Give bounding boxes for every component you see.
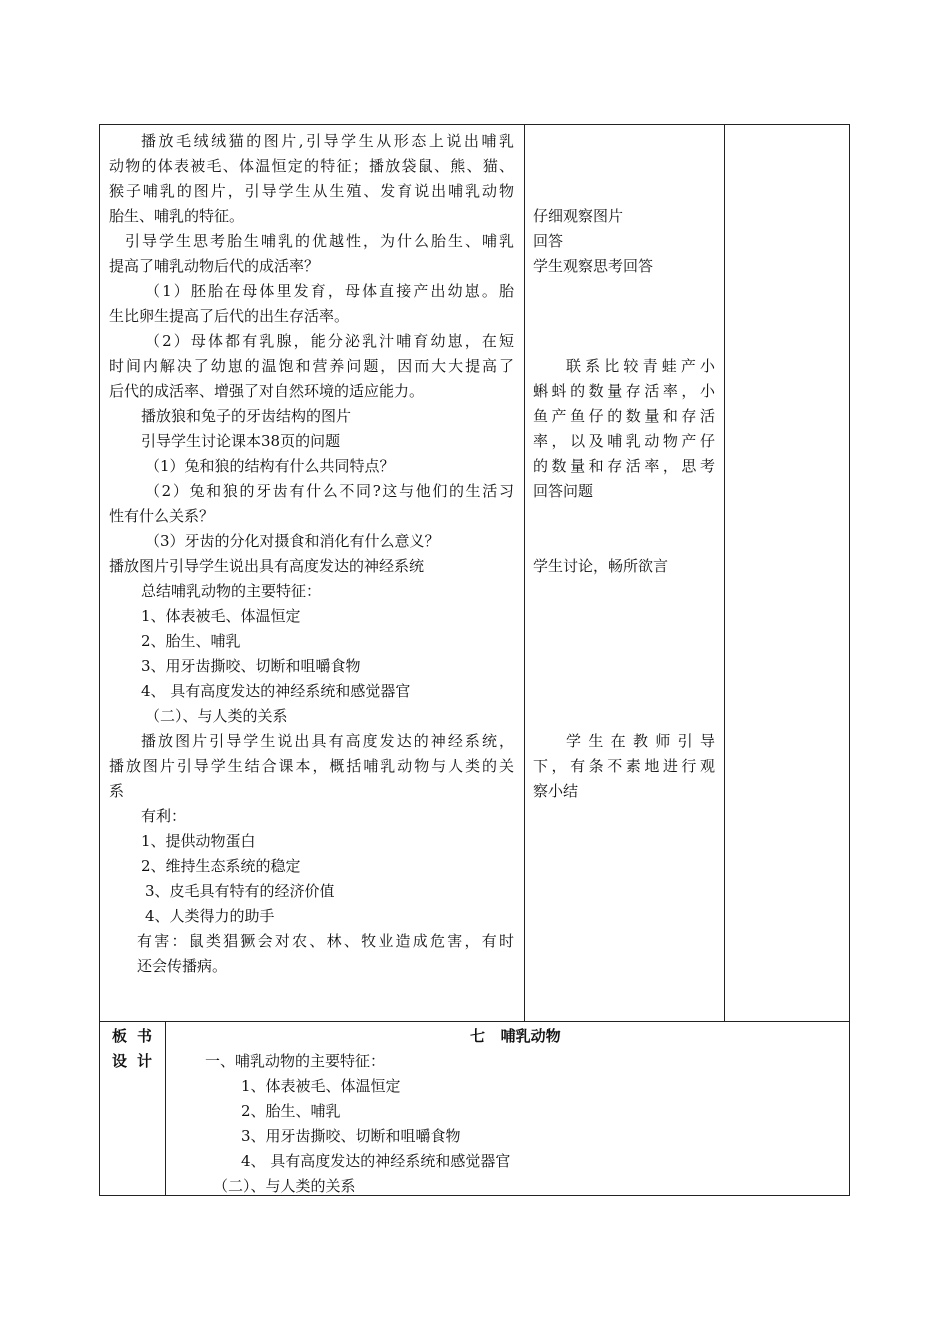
teacher-line: （1）胚胎在母体里发育，母体直接产出幼崽。胎 bbox=[145, 282, 514, 300]
teacher-line: 引导学生思考胎生哺乳的优越性，为什么胎生、哺乳 bbox=[125, 232, 514, 250]
blackboard-line: 3、用牙齿撕咬、切断和咀嚼食物 bbox=[241, 1127, 461, 1145]
student-line: 仔细观察图片 bbox=[533, 207, 624, 225]
teacher-line: 还会传播病。 bbox=[137, 957, 228, 975]
teacher-line: 时间内解决了幼崽的温饱和营养问题，因而大大提高了 bbox=[109, 357, 514, 375]
teacher-line: 胎生、哺乳的特征。 bbox=[109, 207, 245, 225]
row-divider-blackboard bbox=[99, 1021, 850, 1022]
student-line: 联系比较青蛙产小 bbox=[566, 357, 715, 375]
teacher-line: 后代的成活率、增强了对自然环境的适应能力。 bbox=[109, 382, 425, 400]
blackboard-line: （二）、与人类的关系 bbox=[213, 1177, 356, 1195]
student-line: 察小结 bbox=[533, 782, 579, 800]
teacher-line: 播放狼和兔子的牙齿结构的图片 bbox=[141, 407, 352, 425]
student-line: 学生观察思考回答 bbox=[533, 257, 654, 275]
student-line: 学生讨论，畅所欲言 bbox=[533, 557, 669, 575]
teacher-line: 播放毛绒绒猫的图片,引导学生从形态上说出哺乳 bbox=[141, 132, 514, 150]
teacher-line: 3、用牙齿撕咬、切断和咀嚼食物 bbox=[141, 657, 361, 675]
blackboard-line: 1、体表被毛、体温恒定 bbox=[241, 1077, 401, 1095]
student-line: 回答 bbox=[533, 232, 564, 250]
student-line: 回答问题 bbox=[533, 482, 594, 500]
teacher-line: 2、胎生、哺乳 bbox=[141, 632, 241, 650]
teacher-line: （1）兔和狼的结构有什么共同特点？ bbox=[145, 457, 395, 475]
student-line: 的数量和存活率，思考 bbox=[533, 457, 715, 475]
teacher-line: （2）兔和狼的牙齿有什么不同?这与他们的生活习 bbox=[145, 482, 514, 500]
teacher-line: 系 bbox=[109, 782, 125, 800]
student-line: 鱼产鱼仔的数量和存活 bbox=[533, 407, 715, 425]
teacher-line: 1、提供动物蛋白 bbox=[141, 832, 256, 850]
blackboard-label-line2: 设计 bbox=[112, 1052, 152, 1070]
teacher-line: 播放图片引导学生说出具有高度发达的神经系统 bbox=[109, 557, 425, 575]
teacher-line: 提高了哺乳动物后代的成活率？ bbox=[109, 257, 320, 275]
teacher-line: 播放图片引导学生说出具有高度发达的神经系统， bbox=[141, 732, 514, 750]
teacher-line: 有害：鼠类猖獗会对农、林、牧业造成危害，有时 bbox=[137, 932, 514, 950]
teacher-line: （2）母体都有乳腺，能分泌乳汁哺育幼崽，在短 bbox=[145, 332, 514, 350]
column-divider-student bbox=[724, 124, 725, 1022]
teacher-line: 3、皮毛具有特有的经济价值 bbox=[145, 882, 335, 900]
teacher-line: 引导学生讨论课本38页的问题 bbox=[141, 432, 341, 450]
student-line: 学生在教师引导 bbox=[566, 732, 715, 750]
blackboard-line: 4、 具有高度发达的神经系统和感觉器官 bbox=[241, 1152, 511, 1170]
blackboard-title: 七 哺乳动物 bbox=[470, 1027, 561, 1045]
blackboard-line: 2、胎生、哺乳 bbox=[241, 1102, 341, 1120]
teacher-line: 生比卵生提高了后代的出生存活率。 bbox=[109, 307, 350, 325]
teacher-line: 总结哺乳动物的主要特征： bbox=[141, 582, 322, 600]
blackboard-label-line1: 板书 bbox=[112, 1027, 152, 1045]
teacher-line: 有利： bbox=[141, 807, 187, 825]
student-line: 蝌蚪的数量存活率，小 bbox=[533, 382, 715, 400]
student-line: 下，有条不素地进行观 bbox=[533, 757, 715, 775]
blackboard-line: 一、哺乳动物的主要特征： bbox=[205, 1052, 386, 1070]
teacher-line: （3）牙齿的分化对摄食和消化有什么意义？ bbox=[145, 532, 440, 550]
column-divider-blackboard-label bbox=[165, 1021, 166, 1196]
teacher-line: 4、人类得力的助手 bbox=[145, 907, 275, 925]
teacher-line: 猴子哺乳的图片，引导学生从生殖、发育说出哺乳动物 bbox=[109, 182, 514, 200]
teacher-line: 播放图片引导学生结合课本，概括哺乳动物与人类的关 bbox=[109, 757, 514, 775]
teacher-line: 性有什么关系？ bbox=[109, 507, 215, 525]
student-line: 率，以及哺乳动物产仔 bbox=[533, 432, 715, 450]
teacher-line: 动物的体表被毛、体温恒定的特征；播放袋鼠、熊、猫、 bbox=[109, 157, 514, 175]
teacher-line: （二）、与人类的关系 bbox=[145, 707, 288, 725]
teacher-line: 2、维持生态系统的稳定 bbox=[141, 857, 301, 875]
teacher-line: 1、体表被毛、体温恒定 bbox=[141, 607, 301, 625]
teacher-line: 4、 具有高度发达的神经系统和感觉器官 bbox=[141, 682, 411, 700]
